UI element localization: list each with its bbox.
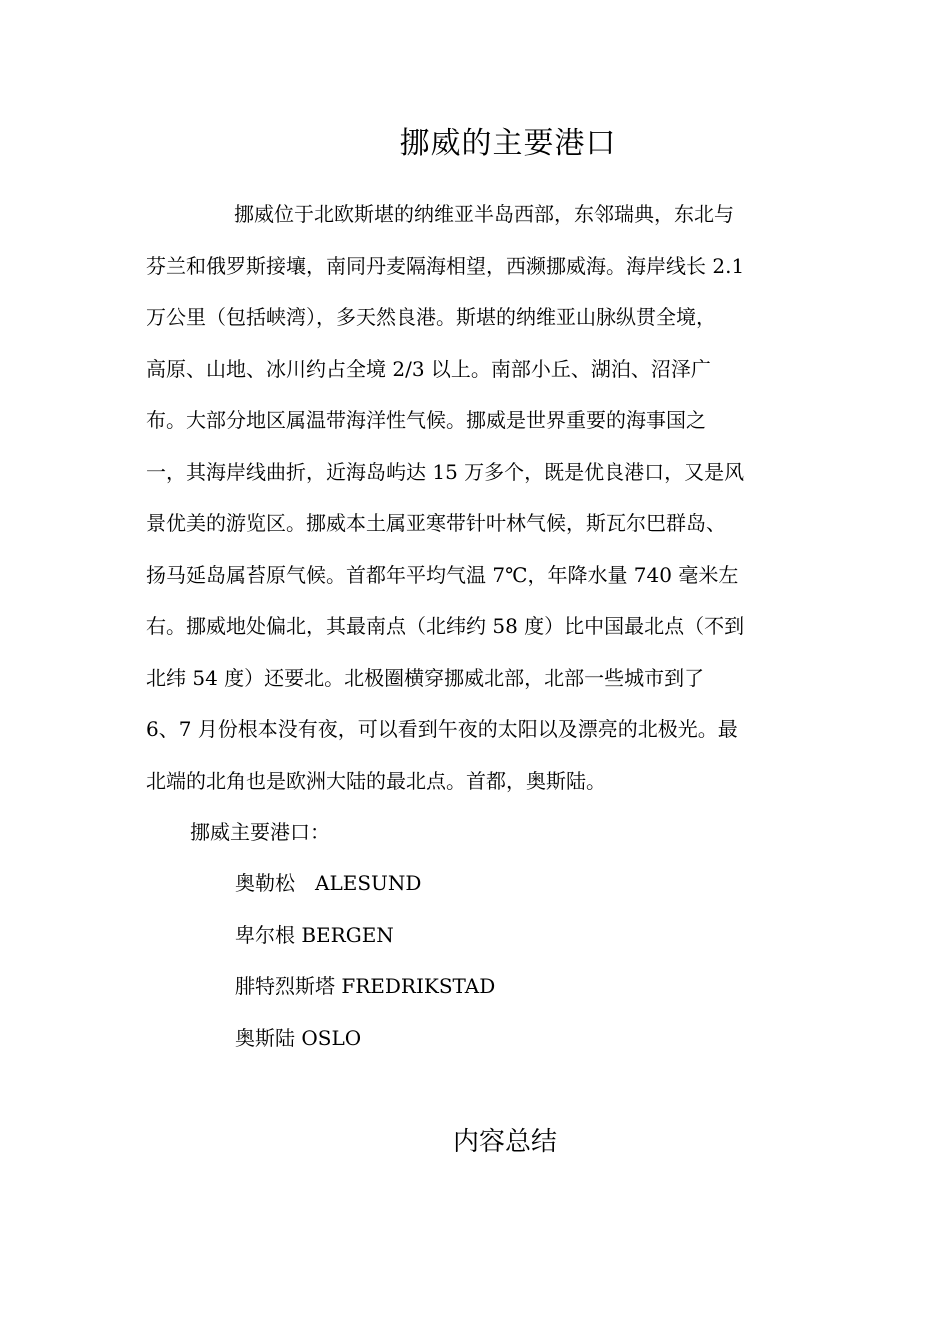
body-paragraph bbox=[146, 189, 806, 807]
paragraph-line: 布。大部分地区属温带海洋性气候。挪威是世界重要的海事国之 bbox=[146, 408, 706, 432]
paragraph-line: 景优美的游览区。挪威本土属亚寒带针叶林气候，斯瓦尔巴群岛、 bbox=[146, 511, 726, 535]
paragraph-line: 右。挪威地处偏北，其最南点（北纬约 58 度）比中国最北点（不到 bbox=[146, 614, 745, 638]
summary-title: 内容总结 bbox=[452, 1127, 557, 1157]
paragraph-line: 6、7 月份根本没有夜，可以看到午夜的太阳以及漂亮的北极光。最 bbox=[146, 717, 738, 741]
paragraph-line: 扬马延岛属苔原气候。首都年平均气温 7℃，年降水量 740 毫米左 bbox=[146, 562, 739, 587]
paragraph-line: 芬兰和俄罗斯接壤，南同丹麦隔海相望，西濒挪威海。海岸线长 2.1 bbox=[146, 253, 745, 278]
list-item-port: 奥斯陆 OSLO bbox=[235, 1025, 362, 1050]
paragraph-line: 高原、山地、冰川约占全境 2/3 以上。南部小丘、湖泊、沼泽广 bbox=[146, 356, 711, 381]
paragraph-line: 北纬 54 度）还要北。北极圈横穿挪威北部，北部一些城市到了 bbox=[146, 665, 705, 690]
paragraph-line: 一，其海岸线曲折，近海岛屿达 15 万多个，既是优良港口，又是风 bbox=[146, 459, 745, 484]
list-item-port: 腓特烈斯塔 FREDRIKSTAD bbox=[235, 974, 496, 998]
document-title: 挪威的主要港口 bbox=[399, 126, 617, 161]
paragraph-line: 挪威位于北欧斯堪的纳维亚半岛西部，东邻瑞典，东北与 bbox=[234, 202, 734, 226]
list-item-port: 奥勒松 ALESUND bbox=[235, 871, 422, 895]
paragraph-line: 万公里（包括峡湾），多天然良港。斯堪的纳维亚山脉纵贯全境， bbox=[146, 305, 716, 329]
ports-list bbox=[235, 858, 495, 1064]
paragraph-line: 北端的北角也是欧洲大陆的最北点。首都，奥斯陆。 bbox=[146, 768, 606, 793]
list-item-port: 卑尔根 BERGEN bbox=[235, 922, 394, 947]
ports-heading: 挪威主要港口： bbox=[190, 820, 330, 844]
